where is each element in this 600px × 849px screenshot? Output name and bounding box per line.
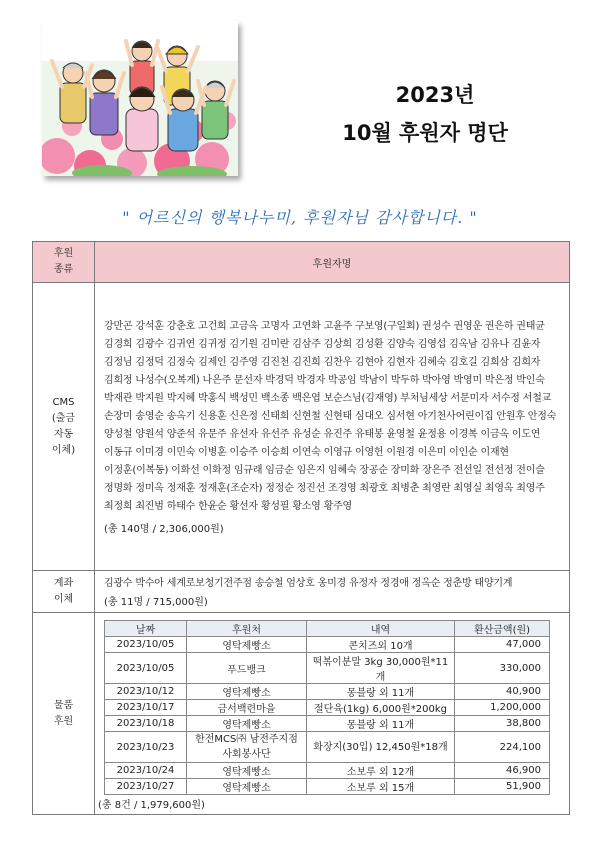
goods-cell-amount: 1,200,000 (455, 700, 550, 716)
donor-name: 김주영 (229, 357, 258, 368)
donor-name: 태양기계 (474, 578, 513, 589)
donor-name: 정옥순 (411, 578, 441, 589)
donor-name: 백은엽 (292, 393, 321, 404)
header-donor-names-label: 후원자명 (312, 258, 352, 270)
donor-name: 김희정 (104, 375, 133, 386)
goods-cell (95, 613, 570, 815)
goods-table-row (105, 653, 550, 684)
donor-name: 나은주 (202, 375, 231, 386)
donor-name: 부처님세상 (400, 393, 448, 404)
donor-name: 김현아 (355, 357, 384, 368)
donor-name: 유정자 (349, 578, 378, 589)
cms-type-cell (33, 283, 95, 571)
page-title: 10월 후원자 명단 (342, 121, 508, 145)
donor-name: 문선자 (233, 375, 263, 386)
donor-name: 손장미 (104, 411, 133, 422)
donor-name: 고연화 (292, 321, 321, 332)
donor-name: 이화선 (171, 465, 200, 476)
donor-name: 김정덕 (135, 357, 164, 368)
donor-name: 최영실 (453, 483, 482, 494)
goods-header-amount: 환산금액(원) (455, 621, 550, 637)
donor-name: 보순스님(김재영) (323, 393, 398, 404)
bank-total: (총 11명 / 715,000원) (104, 597, 208, 608)
donor-name: 하태수 (166, 501, 196, 512)
donor-name: 송옥기 (166, 411, 196, 422)
goods-cell-item: 절단육(1kg) 6,000원*200kg (307, 700, 455, 716)
donor-name: 정명화 (104, 483, 133, 494)
goods-header-date: 날짜 (105, 621, 187, 637)
donor-name: 심대오 (355, 411, 384, 422)
donor-name: 박수아 (135, 578, 164, 589)
donor-name: 장공순 (359, 465, 388, 476)
goods-cell-date: 2023/10/12 (105, 684, 187, 700)
goods-cell-donor: 영탁제빵소 (187, 763, 307, 779)
donor-name: 권태균 (516, 321, 545, 332)
donor-name: 김귀연 (166, 339, 196, 350)
bank-transfer-row (33, 571, 570, 613)
goods-cell-donor: 영탁제빵소 (187, 779, 307, 795)
goods-cell-item: 화장지(30입) 12,450원*18개 (307, 732, 455, 763)
donor-name: 황성필 (260, 501, 290, 512)
header-donation-type-label: 후원 종류 (53, 248, 74, 275)
donor-name: 엄상호 (286, 578, 315, 589)
header-donation-type (33, 242, 95, 283)
donor-name: 이연숙 (292, 447, 321, 458)
donor-name: 이승희 (260, 447, 290, 458)
donor-name: 권은하 (484, 321, 514, 332)
goods-cell-donor: 영탁제빵소 (187, 637, 307, 653)
table-header-row (33, 242, 570, 283)
donor-name: 송영순 (135, 411, 164, 422)
donor-name: 세계로보청기전주점 (166, 578, 252, 589)
goods-table-row (105, 637, 550, 653)
donor-name: 김삼주 (292, 339, 321, 350)
donor-name: 김찬우 (323, 357, 353, 368)
donor-name: 유선자 (229, 429, 258, 440)
donor-name: 이도연 (511, 429, 541, 440)
donor-name: 권성수 (422, 321, 451, 332)
goods-cell-amount: 40,900 (455, 684, 550, 700)
cms-row (33, 283, 570, 571)
goods-label: 물품 후원 (53, 699, 74, 727)
donor-name: 강석훈 (135, 321, 164, 332)
donor-name: 황선자 (229, 501, 258, 512)
donor-name: 옹미경 (317, 578, 347, 589)
donor-name: 박은정 (484, 375, 514, 386)
goods-type-cell (33, 613, 95, 815)
goods-cell-date: 2023/10/24 (105, 763, 187, 779)
goods-table (104, 620, 550, 795)
goods-header-item: 내역 (307, 621, 455, 637)
donor-name: 이화정 (202, 465, 231, 476)
cms-names-cell (95, 283, 570, 571)
donor-name: 고명자 (260, 321, 290, 332)
goods-cell-donor: 한전MCS㈜ 남전주지점 사회봉사단 (187, 732, 307, 763)
goods-table-row (105, 700, 550, 716)
goods-cell-item: 소보루 외 12개 (307, 763, 455, 779)
donor-name: 신태희 (260, 411, 290, 422)
donor-name: 김상희 (323, 339, 353, 350)
donor-name: 김정숙 (166, 357, 196, 368)
donor-name: 박두하 (390, 375, 420, 386)
goods-table-header (105, 621, 550, 637)
donor-name: 이병훈 (198, 447, 227, 458)
donor-name: 최광호 (359, 483, 388, 494)
goods-cell-date: 2023/10/05 (105, 653, 187, 684)
donor-name: 안정숙 (527, 411, 557, 422)
goods-cell-date: 2023/10/18 (105, 716, 187, 732)
donor-name: 김경희 (104, 339, 133, 350)
donor-name: 김호길 (449, 357, 478, 368)
goods-cell-item: 소보루 외 15개 (307, 779, 455, 795)
donor-name: 박인숙 (516, 375, 545, 386)
donor-name: 박영미 (453, 375, 482, 386)
donor-name: 박재관 (104, 393, 133, 404)
donor-name: 조경영 (328, 483, 357, 494)
donor-name: 이민숙 (166, 447, 196, 458)
donor-name: 심서현 (386, 411, 415, 422)
donor-name: 김영섭 (417, 339, 447, 350)
goods-cell-donor: 영탁제빵소 (187, 684, 307, 700)
donor-name: 전선정 (484, 465, 514, 476)
donor-name: 이미경 (135, 447, 164, 458)
donor-name: 강만곤 (104, 321, 133, 332)
donor-name: 이승주 (229, 447, 258, 458)
goods-table-row (105, 763, 550, 779)
donor-name: 최정희 (104, 501, 133, 512)
donor-name: 이경복 (449, 429, 478, 440)
donor-name: 유문주 (198, 429, 227, 440)
donor-table (32, 241, 570, 815)
donor-name: 임혜숙 (328, 465, 357, 476)
donor-name: 이재현 (480, 447, 509, 458)
donor-name: 신현태 (323, 411, 353, 422)
donor-name: 김기원 (229, 339, 258, 350)
donor-name: 박아영 (422, 375, 451, 386)
donor-name: 이영규 (323, 447, 353, 458)
donor-name: 송승철 (254, 578, 284, 589)
donor-name: 황주영 (323, 501, 353, 512)
donor-name: 백성민 (229, 393, 258, 404)
donor-name: 정경애 (380, 578, 409, 589)
donor-name: 최영주 (516, 483, 545, 494)
donor-name: 양준석 (166, 429, 196, 440)
donor-name: 이인순 (449, 447, 478, 458)
donor-name: 정진선 (296, 483, 326, 494)
donor-name: 정춘방 (443, 578, 472, 589)
donor-name: 김윤자 (511, 339, 541, 350)
donor-name: 신용훈 (198, 411, 227, 422)
donor-name: 임금순 (265, 465, 294, 476)
donor-name: 김진희 (292, 357, 321, 368)
donor-name: 최병춘 (390, 483, 420, 494)
donor-name: 서수정 (491, 393, 520, 404)
donor-name: 신은정 (229, 411, 258, 422)
donor-name: 박지원 (135, 393, 164, 404)
donor-name: 김희자 (511, 357, 541, 368)
donor-name: 전선일 (453, 465, 482, 476)
donor-name: 나성수(오복계) (135, 375, 200, 386)
goods-cell-amount: 47,000 (455, 637, 550, 653)
donor-name: 김제인 (198, 357, 227, 368)
donor-name: 김성환 (355, 339, 384, 350)
donor-name: 이영헌 (355, 447, 384, 458)
goods-header-donor: 후원처 (187, 621, 307, 637)
donor-name: 이은미 (417, 447, 447, 458)
donor-name: 전이슬 (516, 465, 545, 476)
donor-name: 최진범 (135, 501, 164, 512)
donor-name: 박경덕 (265, 375, 294, 386)
goods-total: (총 8건 / 1,979,600원) (98, 800, 205, 811)
donor-name: 안원후 (496, 411, 525, 422)
donor-name: 유성순 (292, 429, 321, 440)
donor-name: 김미란 (260, 339, 290, 350)
donor-name: 백소종 (260, 393, 290, 404)
donor-name: 황소영 (292, 501, 321, 512)
goods-cell-date: 2023/10/23 (105, 732, 187, 763)
goods-cell-date: 2023/10/17 (105, 700, 187, 716)
donor-name: 김희삼 (480, 357, 509, 368)
bank-type-cell (33, 571, 95, 613)
donor-name: 신현철 (292, 411, 321, 422)
donor-name: 장미화 (390, 465, 420, 476)
donor-name: 서문미자 (450, 393, 489, 404)
donor-name: 김유나 (480, 339, 509, 350)
cms-total: (총 140명 / 2,306,000원) (104, 524, 224, 535)
donor-name: 강춘호 (166, 321, 196, 332)
donor-name: 권영운 (453, 321, 482, 332)
donor-name: 이원경 (386, 447, 415, 458)
donor-name: 양원석 (135, 429, 164, 440)
donor-name: 윤정용 (417, 429, 447, 440)
goods-cell-amount: 46,900 (455, 763, 550, 779)
donor-name: 최영옥 (484, 483, 514, 494)
donor-name: 한윤순 (198, 501, 227, 512)
goods-cell-item: 몽블랑 외 11개 (307, 684, 455, 700)
donor-name: 김옥남 (449, 339, 478, 350)
illustration-cheering-people (42, 21, 238, 176)
donor-name: 김현자 (386, 357, 415, 368)
goods-cell-amount: 51,900 (455, 779, 550, 795)
title-year: 2023년 (395, 83, 475, 107)
donor-name: 박지혜 (166, 393, 196, 404)
donor-name: 정재훈 (166, 483, 196, 494)
donor-name: 박공임 (328, 375, 357, 386)
goods-table-row (105, 684, 550, 700)
goods-table-row (105, 732, 550, 763)
donor-name: 이동규 (104, 447, 133, 458)
donor-name: 유진주 (323, 429, 353, 440)
goods-cell-donor: 영탁제빵소 (187, 716, 307, 732)
donor-name: 김정님 (104, 357, 133, 368)
goods-cell-donor: 푸드뱅크 (187, 653, 307, 684)
donor-name: 유태봉 (355, 429, 384, 440)
donor-name: 임은지 (296, 465, 326, 476)
donor-name: 김양숙 (386, 339, 415, 350)
donor-name: 양성철 (104, 429, 133, 440)
cms-name-list (96, 314, 568, 518)
donor-name: 최영란 (422, 483, 451, 494)
goods-table-row (105, 716, 550, 732)
cheering-people-drawing (42, 21, 238, 176)
goods-cell-date: 2023/10/05 (105, 637, 187, 653)
thanks-motto: " 어르신의 행복나누미, 후원자님 감사합니다. " (122, 208, 478, 227)
donor-name: 고금옥 (229, 321, 258, 332)
goods-cell-item: 몽블랑 외 11개 (307, 716, 455, 732)
bank-name-list (96, 573, 568, 593)
donor-name: 고건희 (198, 321, 227, 332)
goods-cell-donor: 금서백련마을 (187, 700, 307, 716)
donor-name: 김귀정 (198, 339, 227, 350)
donor-name: 임규래 (233, 465, 263, 476)
donor-name: 아기천사어린이집 (417, 411, 494, 422)
donor-name: 이금옥 (480, 429, 509, 440)
donor-name: 유선주 (260, 429, 290, 440)
goods-cell-date: 2023/10/27 (105, 779, 187, 795)
donor-name: 김광수 (104, 578, 133, 589)
donor-name: 정정순 (265, 483, 294, 494)
donor-name: 정미옥 (135, 483, 164, 494)
donor-name: 이정훈(이복동) (104, 465, 169, 476)
donor-name: 박남이 (359, 375, 388, 386)
donor-name: 고윤주 (323, 321, 353, 332)
donor-name: 서철교 (522, 393, 552, 404)
donor-name: 박홍식 (198, 393, 227, 404)
header-donor-names (95, 242, 570, 283)
bank-names-cell (95, 571, 570, 613)
bank-label: 계좌 이체 (53, 577, 74, 605)
goods-cell-item: 콘치즈외 10개 (307, 637, 455, 653)
goods-cell-amount: 330,000 (455, 653, 550, 684)
cms-label: CMS (출금 자동 이체) (51, 396, 76, 456)
goods-table-body (105, 637, 550, 795)
donor-name: 구보영(구일회) (355, 321, 420, 332)
donor-name: 김진천 (260, 357, 290, 368)
goods-row (33, 613, 570, 815)
donor-name: 정재훈(조순자) (198, 483, 263, 494)
donor-name: 김광수 (135, 339, 164, 350)
goods-cell-item: 떡볶이분말 3kg 30,000원*11개 (307, 653, 455, 684)
donor-name: 윤영철 (386, 429, 415, 440)
goods-table-row (105, 779, 550, 795)
donor-name: 장은주 (422, 465, 451, 476)
goods-cell-amount: 224,100 (455, 732, 550, 763)
donor-name: 박경자 (296, 375, 326, 386)
goods-cell-amount: 38,800 (455, 716, 550, 732)
donor-name: 김혜숙 (417, 357, 447, 368)
